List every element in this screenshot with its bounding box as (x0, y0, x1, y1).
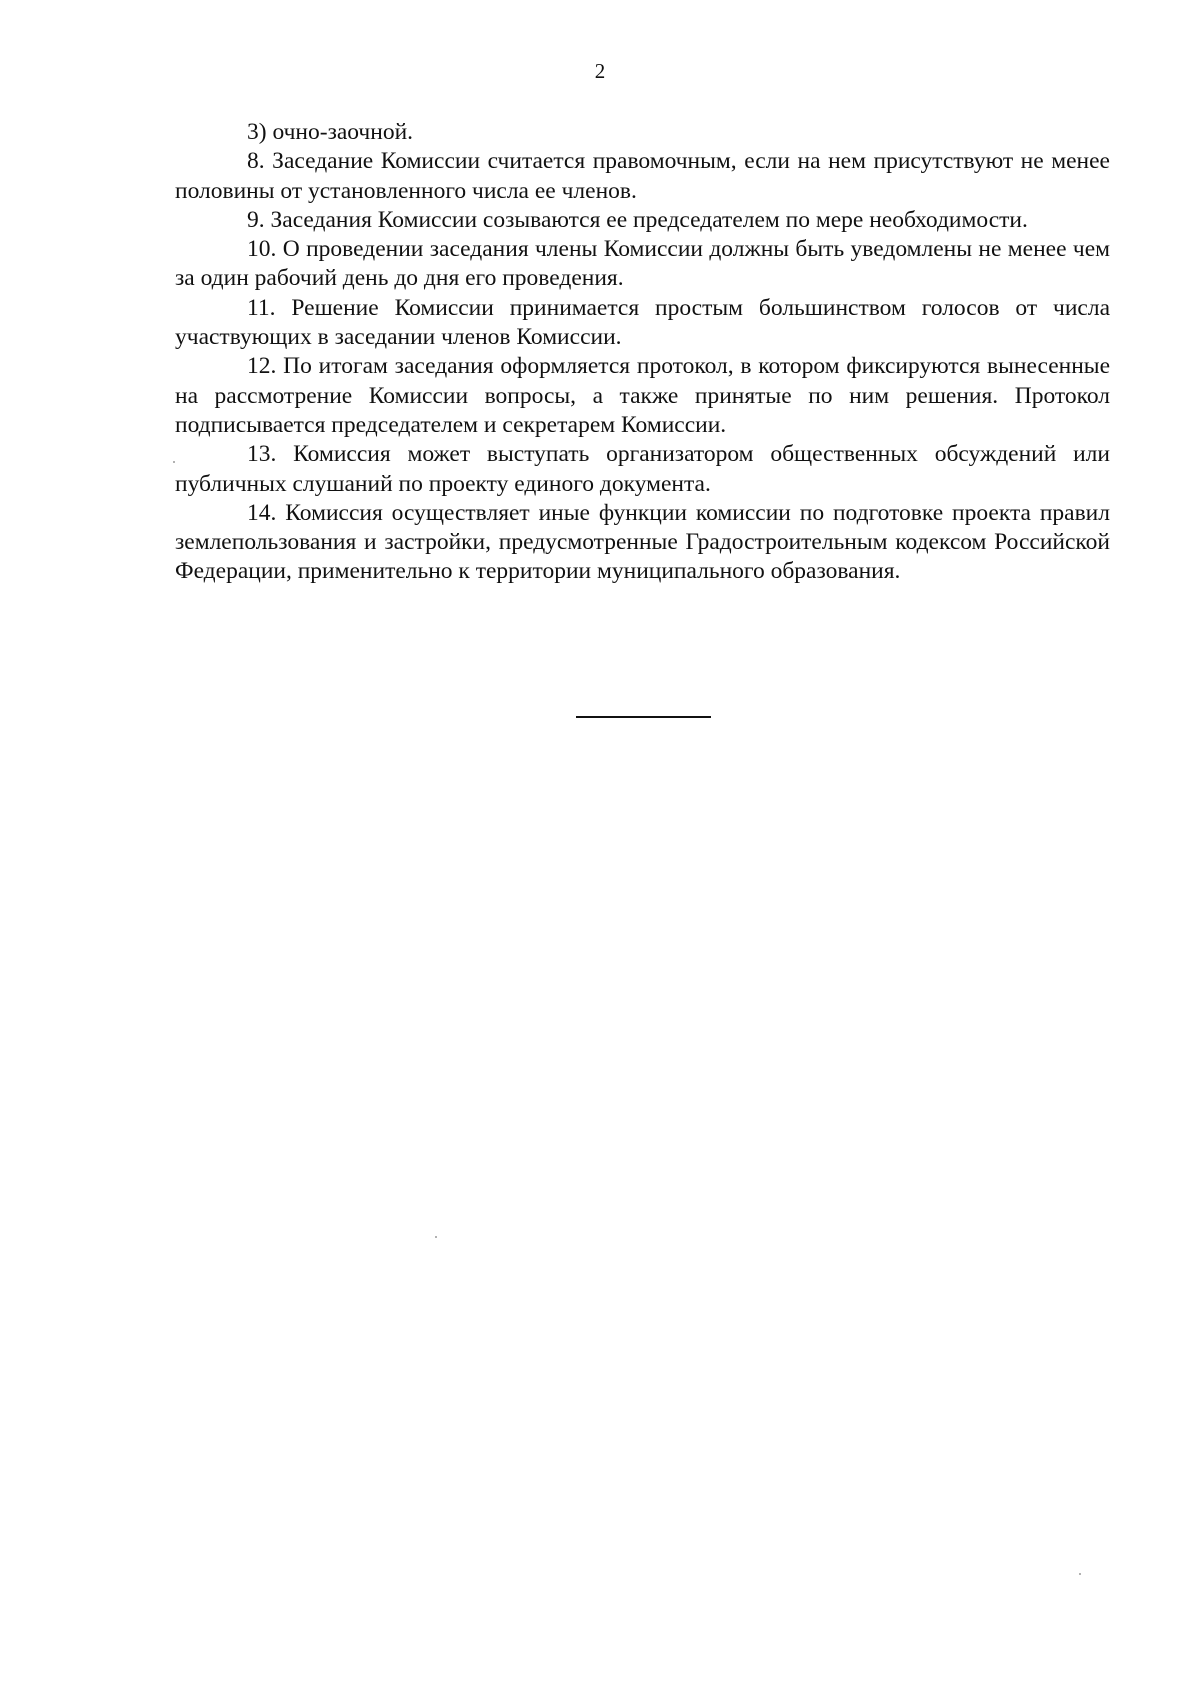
paragraph-item-14: 14. Комиссия осуществляет иные функции комиссии по подготовке проекта правил землепользования и застройки, предусмотренные Градостроительным кодексом Российской Федерации, применительно к территории муниципального образования. (175, 499, 1110, 585)
paragraph-item-12: 12. По итогам заседания оформляется протокол, в котором фиксируются вынесенные на рассмотрение Комиссии вопросы, а также принятые по ним решения. Протокол подписывается председателем и секретарем Комиссии. (175, 353, 1110, 438)
page-number: 2 (594, 59, 606, 83)
scan-speck (435, 1236, 437, 1238)
paragraph-item-11: 11. Решение Комиссии принимается простым большинством голосов от числа участвующих в заседании членов Комиссии. (175, 294, 1110, 351)
paragraph-item-8: 8. Заседание Комиссии считается правомочным, если на нем присутствуют не менее половины от установленного числа ее членов. (175, 148, 1110, 204)
scan-speck (173, 461, 175, 463)
document-body (175, 118, 1110, 587)
end-of-text-divider (576, 716, 711, 718)
paragraph-item-13: 13. Комиссия может выступать организатором общественных обсуждений или публичных слушаний по проекту единого документа. (175, 441, 1110, 497)
paragraph-item-9: 9. Заседания Комиссии созываются ее председателем по мере необходимости. (247, 206, 1028, 233)
paragraph-item-10: 10. О проведении заседания члены Комиссии должны быть уведомлены не менее чем за один рабочий день до дня его проведения. (175, 236, 1110, 292)
paragraph-item-3: 3) очно-заочной. (247, 119, 414, 145)
scan-speck (1079, 1573, 1081, 1575)
